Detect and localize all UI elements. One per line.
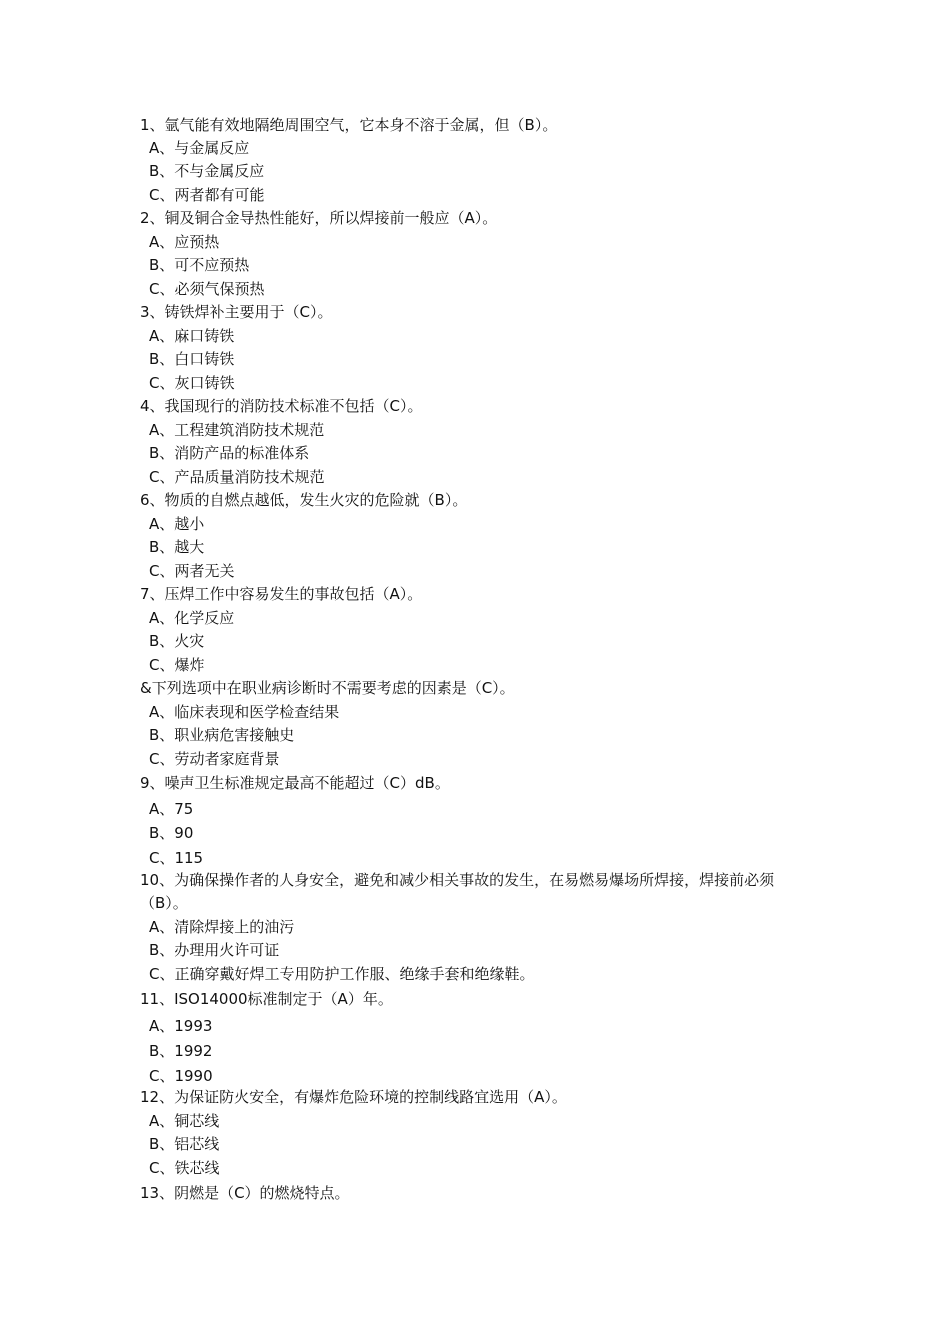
option-a: A、铜芯线 xyxy=(149,1112,220,1130)
question-text: 12、为保证防火安全，有爆炸危险环境的控制线路宜选用（A）。 xyxy=(140,1088,567,1106)
option-a: A、越小 xyxy=(149,515,205,533)
question-text: 9、噪声卫生标准规定最高不能超过（C）dB。 xyxy=(140,774,450,792)
option-a: A、1993 xyxy=(149,1017,213,1035)
option-a: A、与金属反应 xyxy=(149,139,250,157)
question-text: 6、物质的自燃点越低，发生火灾的危险就（B）。 xyxy=(140,491,468,509)
option-c: C、劳动者家庭背景 xyxy=(149,750,280,768)
question-text: 13、阴燃是（C）的燃烧特点。 xyxy=(140,1184,350,1202)
option-c: C、灰口铸铁 xyxy=(149,374,235,392)
option-b: B、白口铸铁 xyxy=(149,350,235,368)
option-a: A、临床表现和医学检查结果 xyxy=(149,703,340,721)
option-b: B、火灾 xyxy=(149,632,205,650)
option-a: A、应预热 xyxy=(149,233,220,251)
option-a: A、化学反应 xyxy=(149,609,235,627)
option-a: A、清除焊接上的油污 xyxy=(149,918,295,936)
option-b: B、可不应预热 xyxy=(149,256,250,274)
option-a: A、75 xyxy=(149,800,194,818)
option-c: C、产品质量消防技术规范 xyxy=(149,468,325,486)
option-b: B、90 xyxy=(149,824,194,842)
option-c: C、铁芯线 xyxy=(149,1159,220,1177)
option-c: C、正确穿戴好焊工专用防护工作服、绝缘手套和绝缘鞋。 xyxy=(149,965,535,983)
option-c: C、1990 xyxy=(149,1067,213,1085)
question-text: 2、铜及铜合金导热性能好，所以焊接前一般应（A）。 xyxy=(140,209,498,227)
option-c: C、爆炸 xyxy=(149,656,205,674)
option-b: B、职业病危害接触史 xyxy=(149,726,295,744)
question-text: 1、氩气能有效地隔绝周围空气，它本身不溶于金属，但（B）。 xyxy=(140,116,558,134)
question-text: 4、我国现行的消防技术标准不包括（C）。 xyxy=(140,397,423,415)
question-text: 7、压焊工作中容易发生的事故包括（A）。 xyxy=(140,585,423,603)
option-b: B、消防产品的标准体系 xyxy=(149,444,310,462)
option-b: B、不与金属反应 xyxy=(149,162,265,180)
option-c: C、115 xyxy=(149,849,204,867)
option-c: C、两者都有可能 xyxy=(149,186,265,204)
option-a: A、工程建筑消防技术规范 xyxy=(149,421,325,439)
question-text: 11、ISO14000标准制定于（A）年。 xyxy=(140,990,393,1008)
option-b: B、1992 xyxy=(149,1042,213,1060)
option-b: B、越大 xyxy=(149,538,205,556)
option-b: B、办理用火许可证 xyxy=(149,941,280,959)
question-text: &下列选项中在职业病诊断时不需要考虑的因素是（C）。 xyxy=(140,679,515,697)
question-text: 3、铸铁焊补主要用于（C）。 xyxy=(140,303,333,321)
option-b: B、铝芯线 xyxy=(149,1135,220,1153)
question-text: 10、为确保操作者的人身安全，避免和减少相关事故的发生，在易燃易爆场所焊接，焊接前必须（B）。 xyxy=(140,871,775,912)
option-c: C、必须气保预热 xyxy=(149,280,265,298)
option-a: A、麻口铸铁 xyxy=(149,327,235,345)
option-c: C、两者无关 xyxy=(149,562,235,580)
